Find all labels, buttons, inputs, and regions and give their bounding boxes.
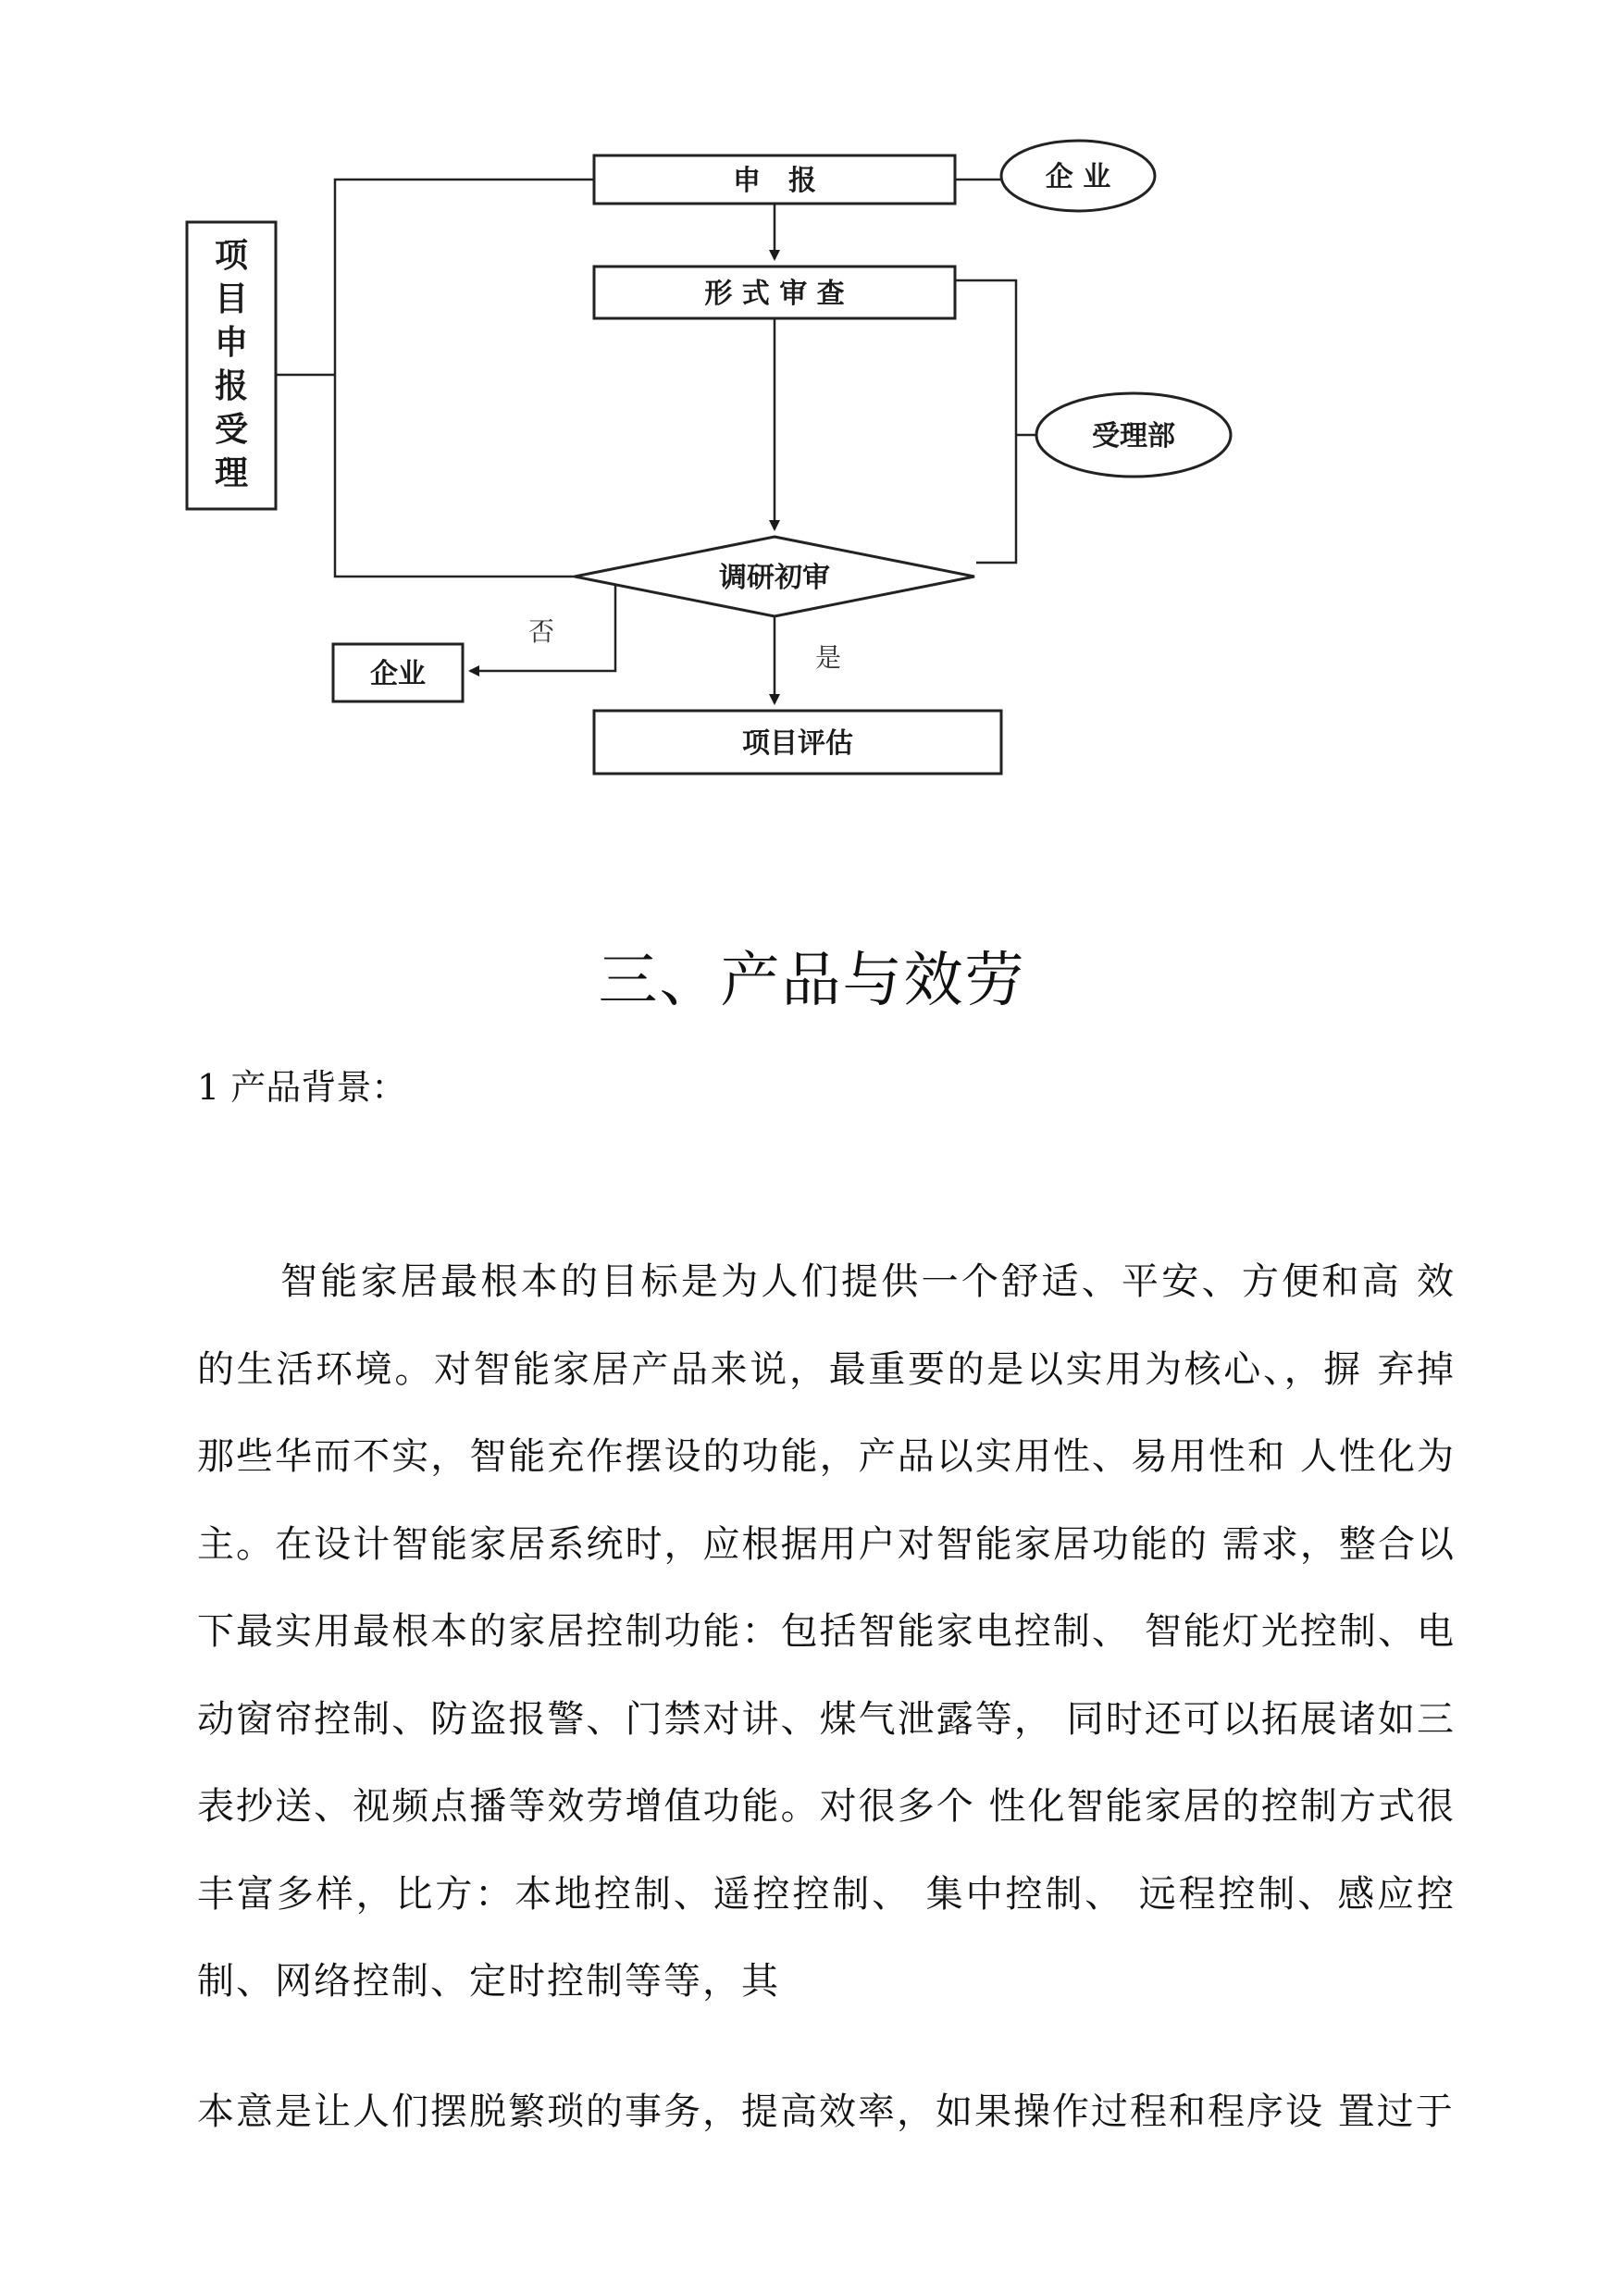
side-label-char: 受 (214, 411, 249, 449)
no-edge-label: 否 (527, 616, 555, 647)
section-title: 三、产品与效劳 (598, 947, 1026, 1015)
formal-review-label: 形 式 审 查 (704, 278, 845, 310)
project-application-flowchart (176, 130, 1277, 777)
subsection-title: 1 产品背景： (197, 1067, 407, 1108)
preliminary-review-label: 调研初审 (719, 562, 830, 594)
side-label-char: 理 (214, 454, 249, 492)
side-label-char: 项 (214, 237, 249, 275)
enterprise-top-label: 企 业 (1045, 161, 1111, 193)
side-label-char: 申 (214, 324, 249, 362)
paragraph-1: 智能家居最根本的目标是为人们提供一个舒适、平安、方便和高 效的生活环境。对智能家居产品来说，最重要的是以实用为核心、，摒 弃掉那些华而不实，智能充作摆设的功能，产品以实用性、易用性和 人性化为主。在设计智能家居系统时，应根据用户对智能家居功能的 需求，整合以下最实用最根本的家居控制功能：包括智能家电控制、 智能灯光控制、电动窗帘控制、防盗报警、门禁对讲、煤气泄露等， 同时还可以拓展诸如三表抄送、视频点播等效劳增值功能。对很多个 性化智能家居的控制方式很丰富多样，比方：本地控制、遥控控制、 集中控制、 远程控制、感应控制、网络控制、定时控制等等，其 (197, 1260, 1456, 2003)
project-eval-label: 项目评估 (742, 727, 853, 760)
yes-edge-label: 是 (814, 642, 842, 673)
enterprise-reject-label: 企业 (370, 658, 426, 690)
side-label-char: 目 (214, 280, 249, 318)
side-label-char: 报 (214, 367, 249, 405)
acceptance-dept-label: 受理部 (1092, 420, 1175, 453)
paragraph-2: 本意是让人们摆脱繁琐的事务，提高效率，如果操作过程和程序设 置过于 (197, 2090, 1455, 2133)
apply-label: 申 报 (733, 165, 816, 197)
